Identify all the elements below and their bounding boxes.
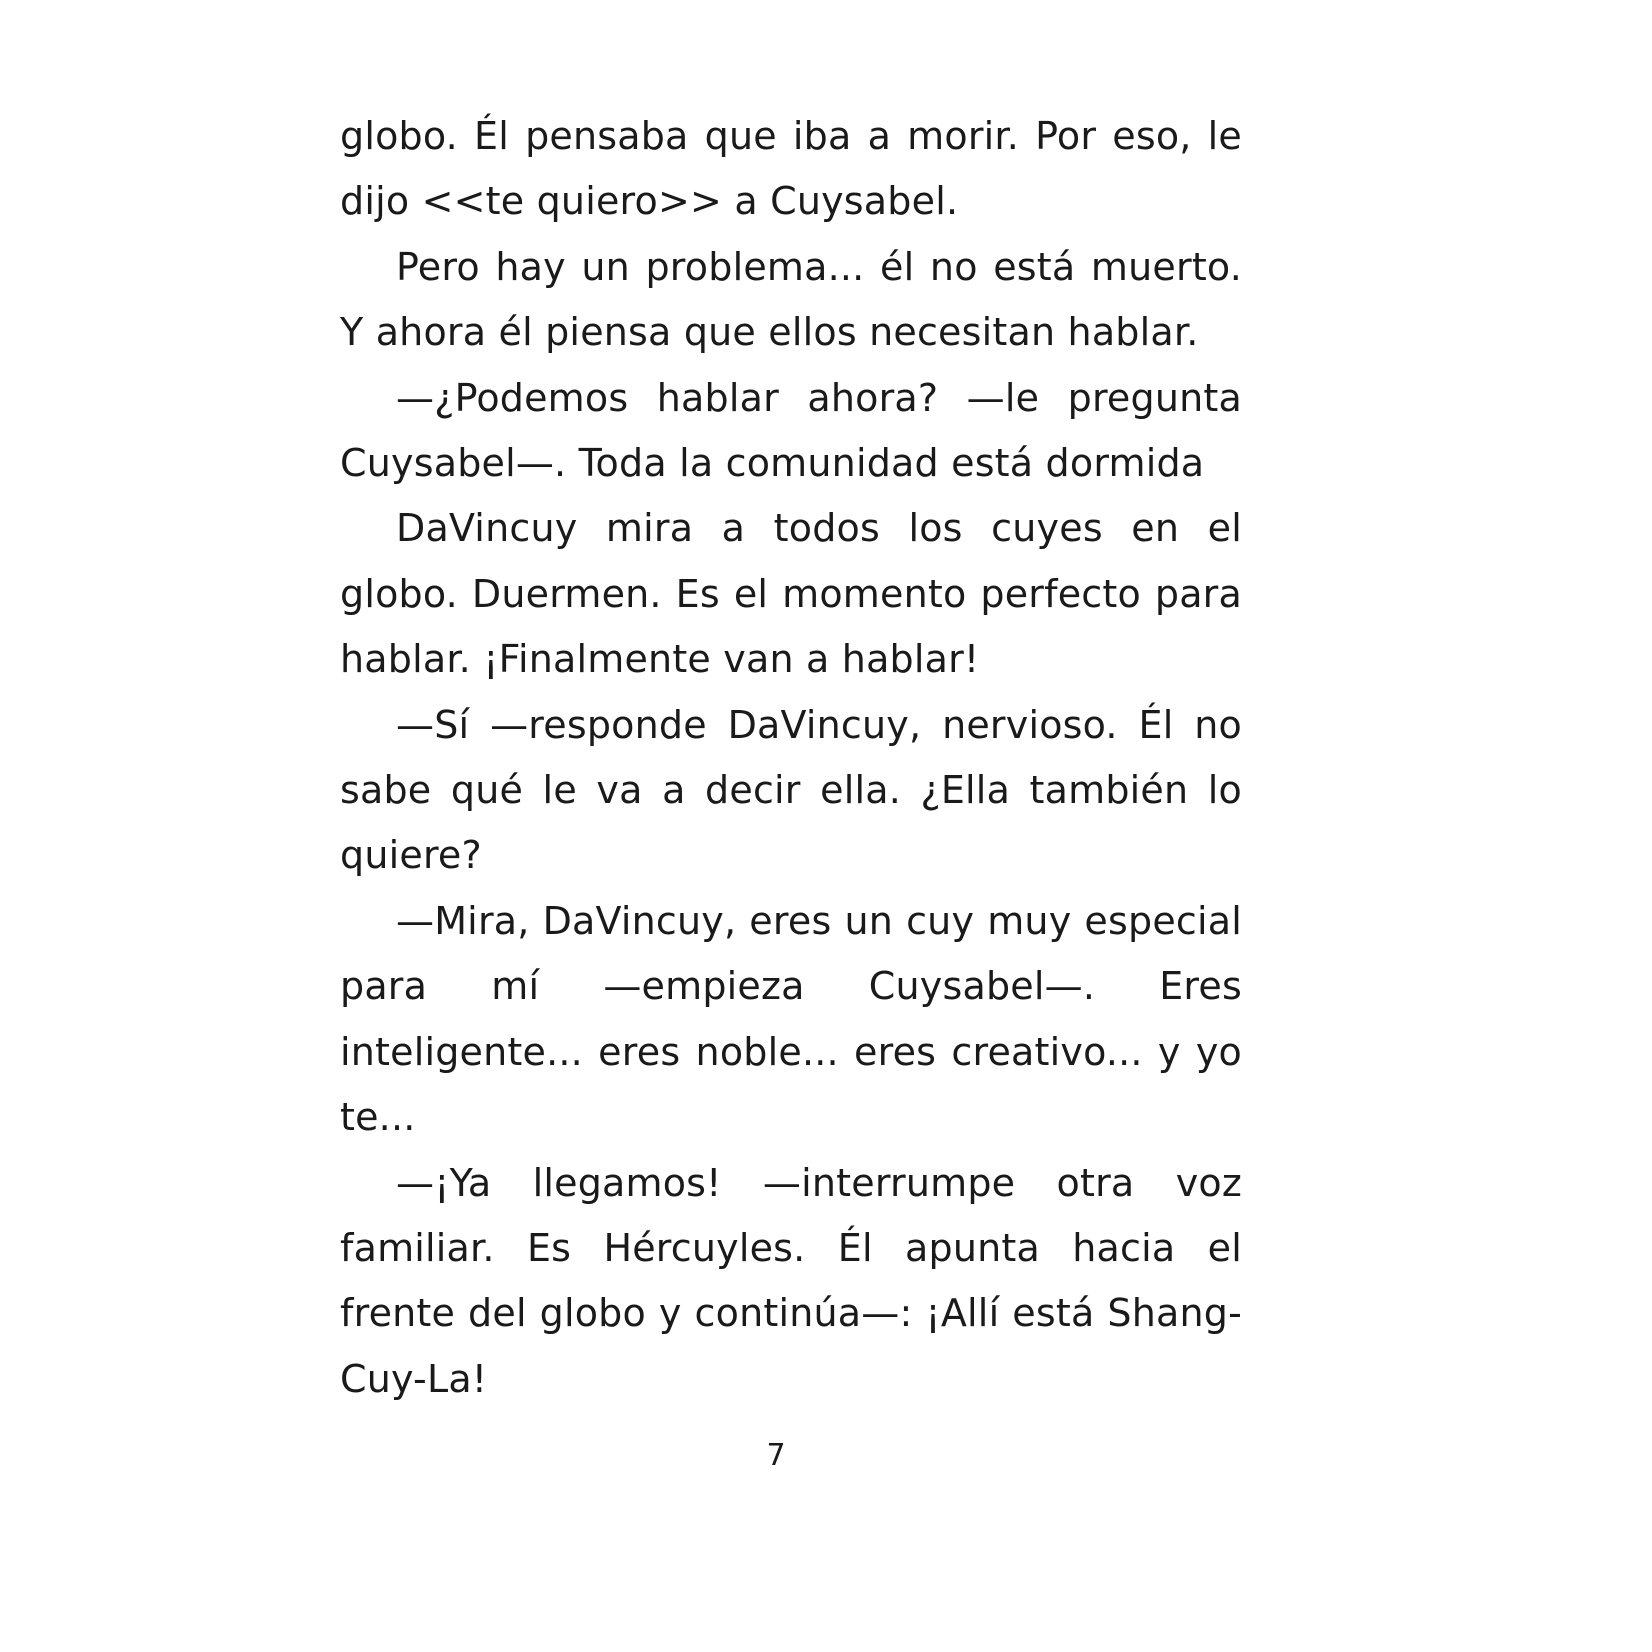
page-number: 7 bbox=[766, 1438, 786, 1473]
paragraph-2: Pero hay un problema... él no está muerto. Y ahora él piensa que ellos necesitan hablar. bbox=[340, 244, 1242, 355]
paragraph-4: DaVincuy mira a todos los cuyes en el globo. Duermen. Es el momento perfecto para hablar. ¡Finalmente van a hablar! bbox=[340, 506, 1242, 682]
paragraph-5: —Sí —responde DaVincuy, nervioso. Él no sabe qué le va a decir ella. ¿Ella también lo quiere? bbox=[340, 702, 1242, 878]
paragraph-6: —Mira, DaVincuy, eres un cuy muy especial para mí —empieza Cuysabel—. Eres inteligente... eres noble... eres creativo... y yo te... bbox=[340, 898, 1242, 1140]
paragraph-3: —¿Podemos hablar ahora? —le pregunta Cuysabel—. Toda la comunidad está dormida bbox=[340, 375, 1242, 486]
body-text bbox=[340, 104, 1242, 1412]
paragraph-7: —¡Ya llegamos! —interrumpe otra voz familiar. Es Hércuyles. Él apunta hacia el frente del globo y continúa—: ¡Allí está Shang-Cuy-La! bbox=[340, 1160, 1242, 1401]
paragraph-1: globo. Él pensaba que iba a morir. Por eso, le dijo <<te quiero>> a Cuysabel. bbox=[340, 114, 1242, 224]
